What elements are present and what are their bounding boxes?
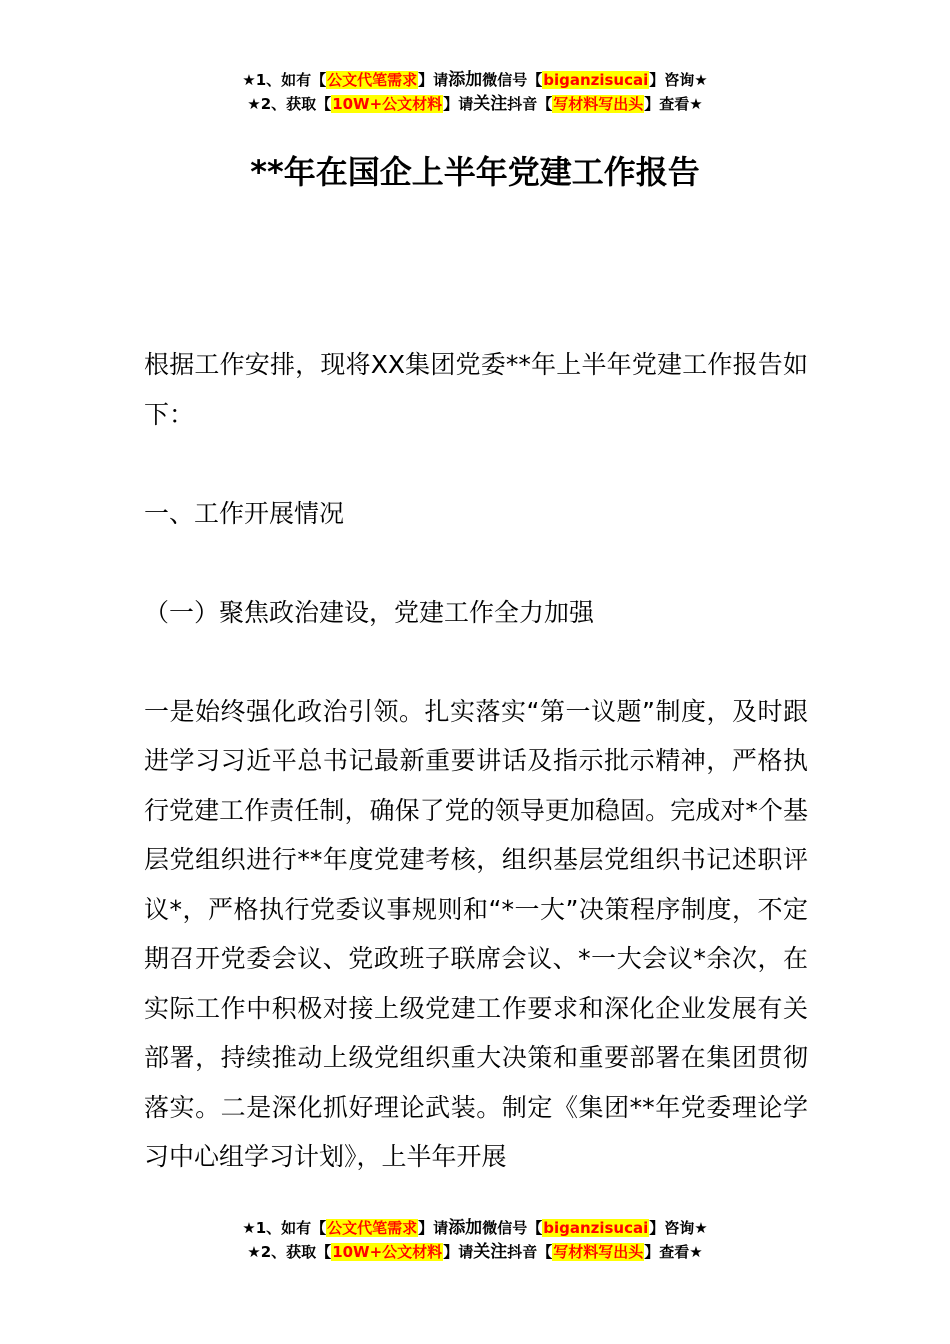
promo-prefix: ★2、获取【 — [247, 95, 332, 113]
promo-middle: 微信号【 — [482, 71, 543, 89]
intro-paragraph: 根据工作安排，现将XX集团党委**年上半年党建工作报告如下： — [144, 350, 808, 429]
promo-middle: 抖音【 — [507, 1243, 553, 1261]
promo-highlight: 写材料写出头 — [553, 95, 644, 113]
promo-prefix: ★2、获取【 — [247, 1243, 332, 1261]
body-paragraph: 一是始终强化政治引领。扎实落实“第一议题”制度，及时跟进学习习近平总书记最新重要讲话及指示批示精神，严格执行党建工作责任制，确保了党的领导更加稳固。完成对*个基层党组织进行**年度党建考核，组织基层党组织书记述职评议*，严格执行党委议事规则和“*一大”决策程序制度，不定期召开党委会议、党政班子联席会议、*一大会议*余次，在实际工作中积极对接上级党建工作要求和深化企业发展有关部署，持续推动上级党组织重大决策和重要部署在集团贯彻落实。二是深化抓好理论武装。制定《集团**年党委理论学习中心组学习计划》，上半年开展 — [144, 696, 808, 1171]
promo-banner-top — [0, 68, 950, 116]
promo-prefix: ★1、如有【 — [242, 1219, 327, 1237]
promo-highlight: biganzisucai — [543, 1219, 649, 1237]
promo-middle: 】请 — [443, 1243, 474, 1261]
document-title: **年在国企上半年党建工作报告 — [250, 153, 700, 191]
promo-prefix: ★1、如有【 — [242, 71, 327, 89]
promo-line-1 — [0, 1216, 950, 1240]
promo-middle: 】请 — [418, 71, 449, 89]
promo-middle: 微信号【 — [482, 1219, 543, 1237]
promo-suffix: 】查看★ — [644, 95, 703, 113]
promo-highlight: 公文代笔需求 — [327, 71, 418, 89]
promo-middle: 抖音【 — [507, 95, 553, 113]
promo-highlight: 写材料写出头 — [553, 1243, 644, 1261]
promo-line-2 — [0, 1240, 950, 1264]
subsection-heading: （一）聚焦政治建设，党建工作全力加强 — [144, 597, 595, 627]
promo-line-1 — [0, 68, 950, 92]
promo-suffix: 】咨询★ — [649, 71, 708, 89]
promo-line-2 — [0, 92, 950, 116]
promo-highlight: 10W+公文材料 — [332, 95, 443, 113]
promo-suffix: 】查看★ — [644, 1243, 703, 1261]
promo-suffix: 】咨询★ — [649, 1219, 708, 1237]
promo-highlight: 10W+公文材料 — [332, 1243, 443, 1261]
promo-emphasis: 关注 — [473, 94, 508, 114]
promo-middle: 】请 — [418, 1219, 449, 1237]
promo-emphasis: 添加 — [448, 70, 483, 90]
promo-highlight: 公文代笔需求 — [327, 1219, 418, 1237]
promo-middle: 】请 — [443, 95, 474, 113]
promo-emphasis: 关注 — [473, 1242, 508, 1262]
document-body — [144, 340, 808, 1182]
promo-emphasis: 添加 — [448, 1218, 483, 1238]
promo-banner-bottom — [0, 1216, 950, 1264]
promo-highlight: biganzisucai — [543, 71, 649, 89]
section-heading: 一、工作开展情况 — [144, 498, 345, 528]
